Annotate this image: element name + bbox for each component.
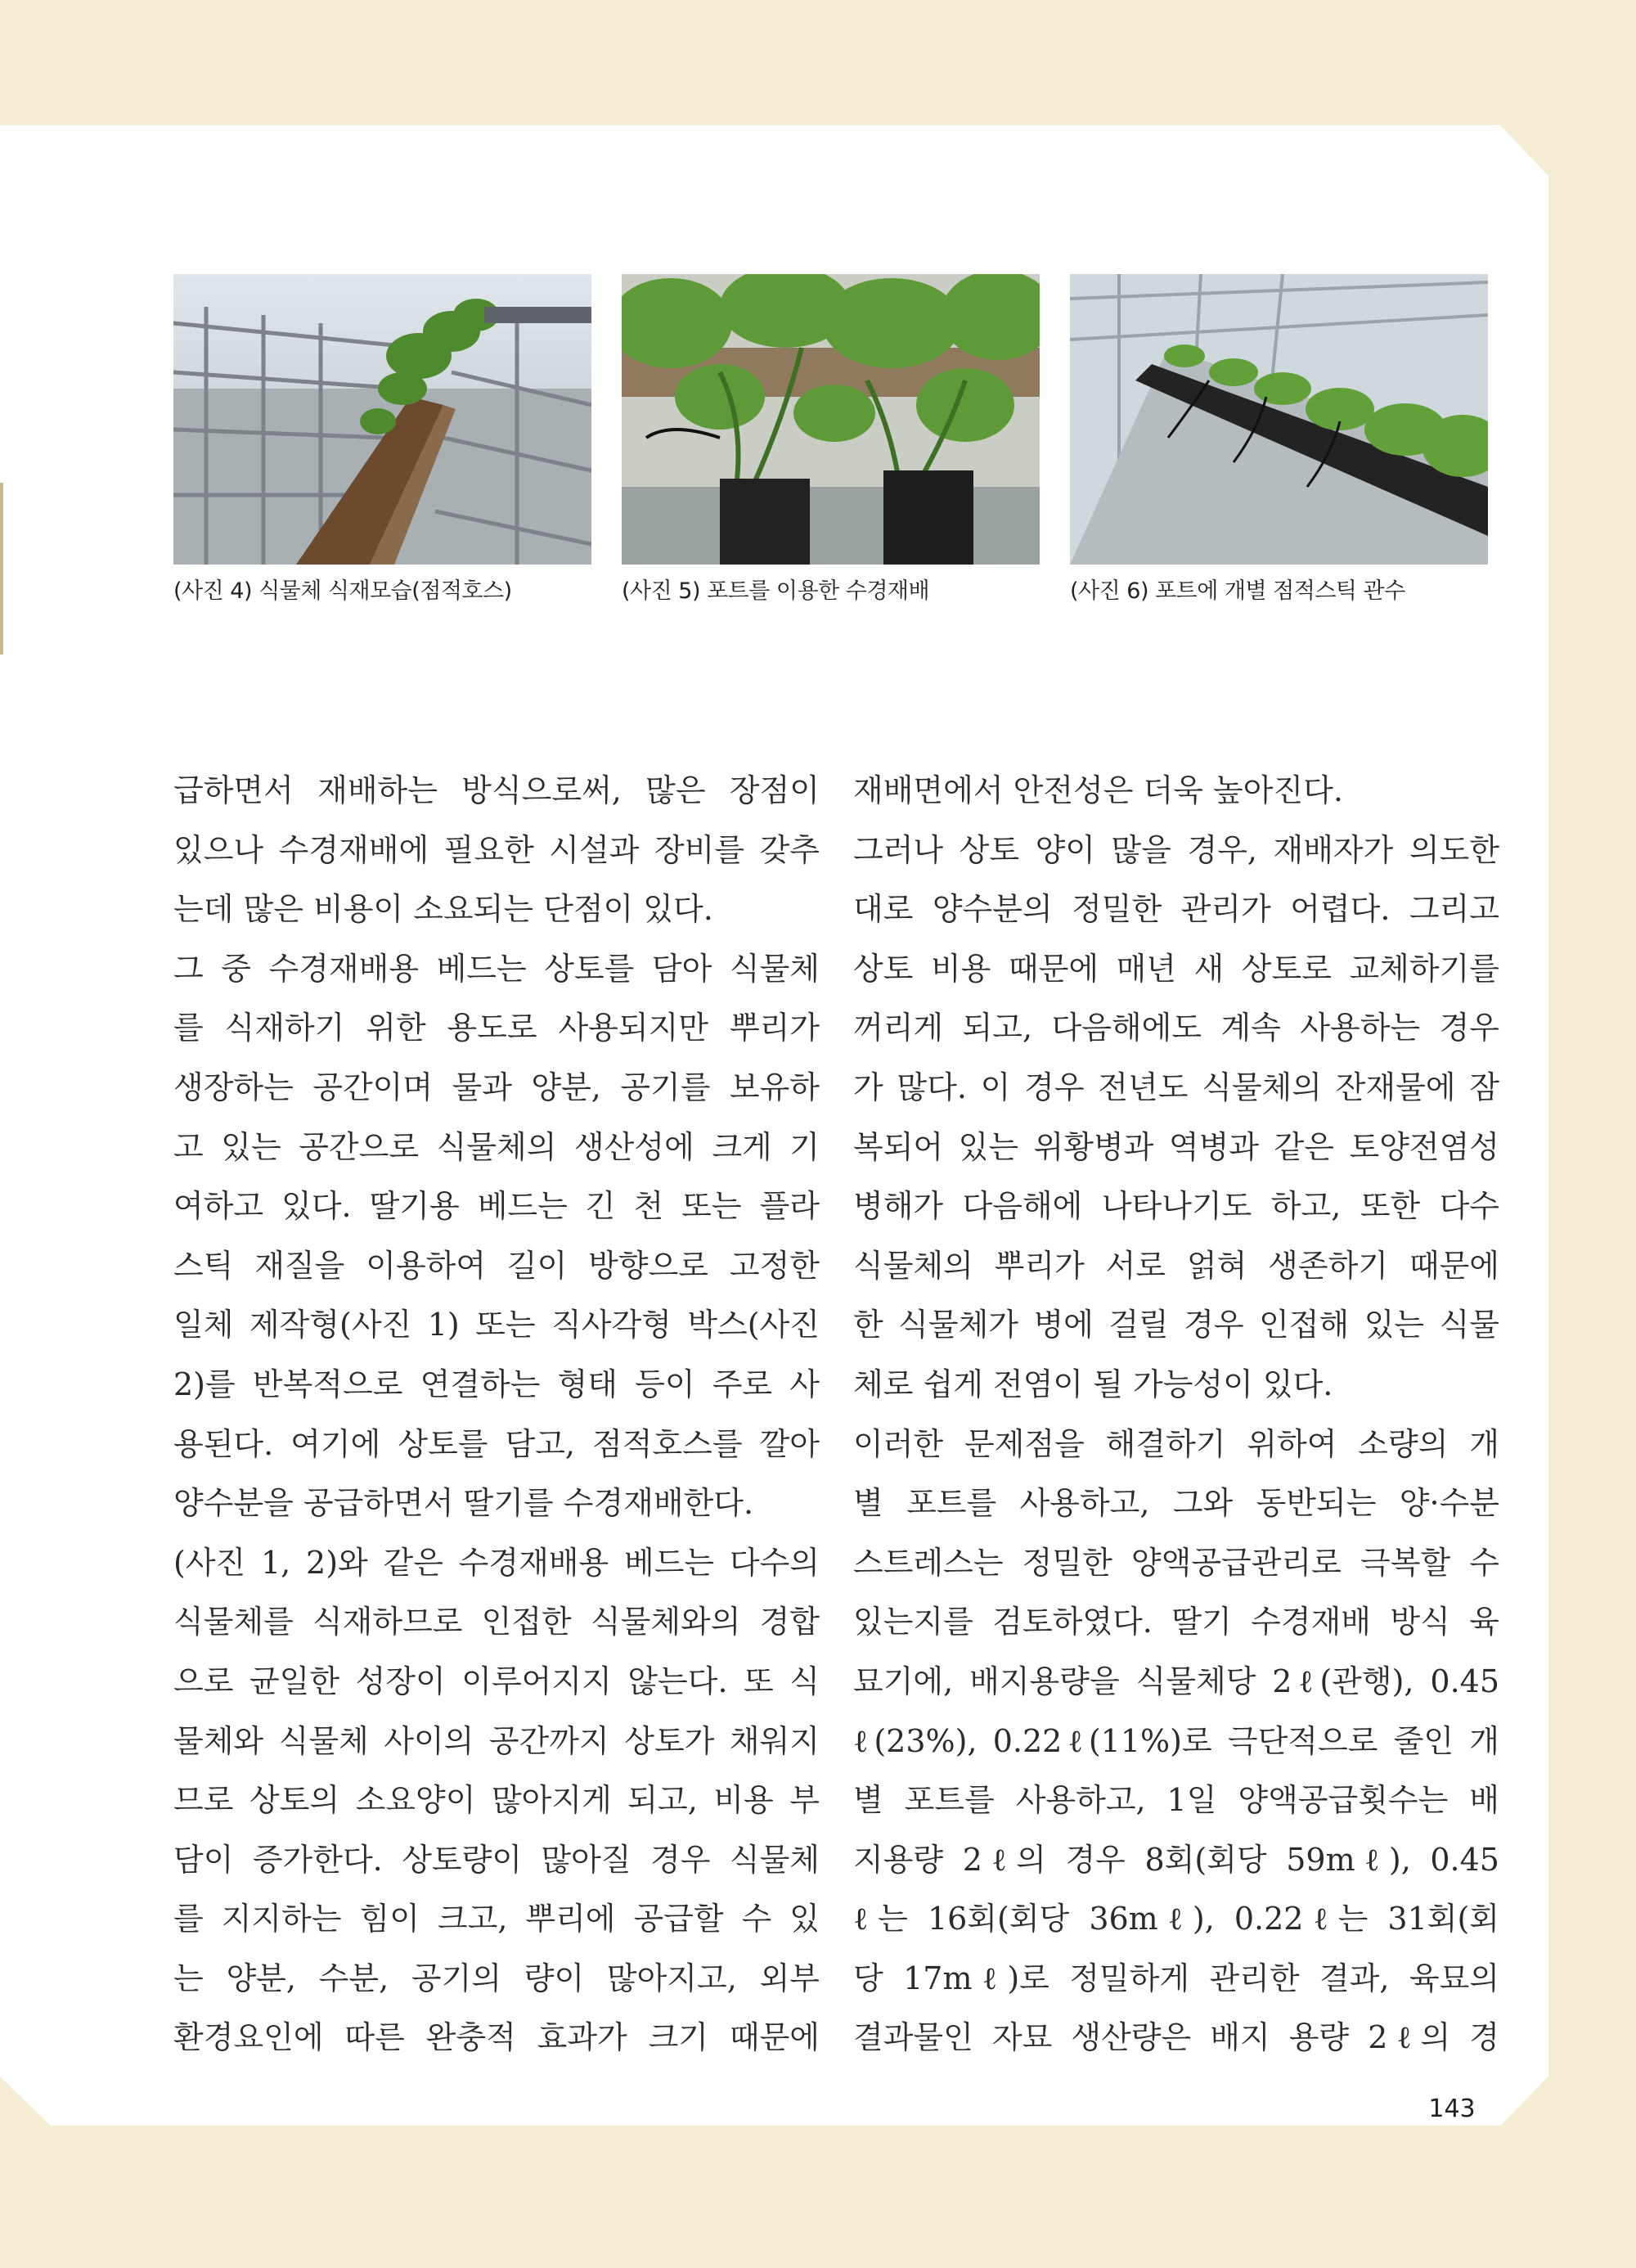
text-line: ℓ(23%), 0.22ℓ(11%)로 극단적으로 줄인 개 xyxy=(853,1722,1499,1759)
photo-pot-culture-icon xyxy=(622,274,1040,565)
photo-6 xyxy=(1070,274,1488,565)
text-line: 복되어 있는 위황병과 역병과 같은 토양전염성 xyxy=(853,1128,1499,1165)
photo-planting-icon xyxy=(173,274,591,565)
text-line: 스트레스는 정밀한 양액공급관리로 극복할 수 xyxy=(853,1544,1499,1581)
text-line: 꺼리게 되고, 다음해에도 계속 사용하는 경우 xyxy=(853,1010,1499,1046)
text-line: 용된다. 여기에 상토를 담고, 점적호스를 깔아 xyxy=(173,1425,820,1462)
text-line: 이러한 문제점을 해결하기 위하여 소량의 개 xyxy=(853,1425,1499,1462)
text-line: 환경요인에 따른 완충적 효과가 크기 때문에 xyxy=(173,2019,820,2056)
text-line: 양수분을 공급하면서 딸기를 수경재배한다. xyxy=(173,1485,754,1522)
photo-5 xyxy=(622,274,1040,565)
photo-drip-stick-icon xyxy=(1070,274,1488,565)
text-line: 별 포트를 사용하고, 그와 동반되는 양·수분 xyxy=(853,1485,1499,1522)
text-line: ℓ는 16회(회당 36mℓ), 0.22ℓ는 31회(회 xyxy=(853,1901,1499,1937)
text-line: 물체와 식물체 사이의 공간까지 상토가 채워지 xyxy=(173,1722,820,1759)
photo-5-caption: (사진 5) 포트를 이용한 수경재배 xyxy=(622,578,930,604)
text-line: 묘기에, 배지용량을 식물체당 2ℓ(관행), 0.45 xyxy=(853,1663,1499,1699)
page-number: 143 xyxy=(1428,2095,1476,2123)
text-line: 는 양분, 수분, 공기의 량이 많아지고, 외부 xyxy=(173,1960,820,1996)
photo-6-caption: (사진 6) 포트에 개별 점적스틱 관수 xyxy=(1070,578,1405,604)
text-line: 있는지를 검토하였다. 딸기 수경재배 방식 육 xyxy=(853,1604,1499,1640)
text-line: 으로 균일한 성장이 이루어지지 않는다. 또 식 xyxy=(173,1663,820,1699)
text-line: 므로 상토의 소요양이 많아지게 되고, 비용 부 xyxy=(173,1782,820,1819)
text-line: 2)를 반복적으로 연결하는 형태 등이 주로 사 xyxy=(173,1366,820,1402)
text-line: 그 중 수경재배용 베드는 상토를 담아 식물체 xyxy=(173,950,820,987)
text-line: 는데 많은 비용이 소요되는 단점이 있다. xyxy=(173,891,713,928)
text-line: 그러나 상토 양이 많을 경우, 재배자가 의도한 xyxy=(853,831,1499,868)
text-line: 가 많다. 이 경우 전년도 식물체의 잔재물에 잠 xyxy=(853,1069,1499,1105)
text-line: 담이 증가한다. 상토량이 많아질 경우 식물체 xyxy=(173,1841,820,1878)
text-line: 병해가 다음해에 나타나기도 하고, 또한 다수 xyxy=(853,1188,1499,1225)
margin-marker xyxy=(0,483,3,655)
text-line: 별 포트를 사용하고, 1일 양액공급횟수는 배 xyxy=(853,1782,1499,1819)
text-line: 고 있는 공간으로 식물체의 생산성에 크게 기 xyxy=(173,1128,820,1165)
text-line: 당 17mℓ)로 정밀하게 관리한 결과, 육묘의 xyxy=(853,1960,1499,1996)
text-line: 대로 양수분의 정밀한 관리가 어렵다. 그리고 xyxy=(853,891,1499,928)
text-line: 를 식재하기 위한 용도로 사용되지만 뿌리가 xyxy=(173,1010,820,1046)
left-text-column xyxy=(173,761,820,2068)
photo-4-caption: (사진 4) 식물체 식재모습(점적호스) xyxy=(173,578,512,604)
text-line: 급하면서 재배하는 방식으로써, 많은 장점이 xyxy=(173,772,820,808)
photo-4 xyxy=(173,274,591,565)
text-line: 결과물인 자묘 생산량은 배지 용량 2ℓ의 경 xyxy=(853,2019,1499,2056)
text-line: 한 식물체가 병에 걸릴 경우 인접해 있는 식물 xyxy=(853,1307,1499,1343)
text-line: 를 지지하는 힘이 크고, 뿌리에 공급할 수 있 xyxy=(173,1901,820,1937)
text-line: 여하고 있다. 딸기용 베드는 긴 천 또는 플라 xyxy=(173,1188,820,1225)
text-line: 있으나 수경재배에 필요한 시설과 장비를 갖추 xyxy=(173,831,820,868)
text-line: 체로 쉽게 전염이 될 가능성이 있다. xyxy=(853,1366,1333,1402)
text-line: 스틱 재질을 이용하여 길이 방향으로 고정한 xyxy=(173,1247,820,1284)
text-line: 재배면에서 안전성은 더욱 높아진다. xyxy=(853,772,1343,808)
text-line: 식물체를 식재하므로 인접한 식물체와의 경합 xyxy=(173,1604,820,1640)
right-text-column xyxy=(853,761,1499,2068)
text-line: 지용량 2ℓ의 경우 8회(회당 59mℓ), 0.45 xyxy=(853,1841,1499,1878)
text-line: 일체 제작형(사진 1) 또는 직사각형 박스(사진 xyxy=(173,1307,820,1343)
text-line: (사진 1, 2)와 같은 수경재배용 베드는 다수의 xyxy=(173,1544,820,1581)
text-line: 식물체의 뿌리가 서로 얽혀 생존하기 때문에 xyxy=(853,1247,1499,1284)
text-line: 생장하는 공간이며 물과 양분, 공기를 보유하 xyxy=(173,1069,820,1105)
text-line: 상토 비용 때문에 매년 새 상토로 교체하기를 xyxy=(853,950,1499,987)
